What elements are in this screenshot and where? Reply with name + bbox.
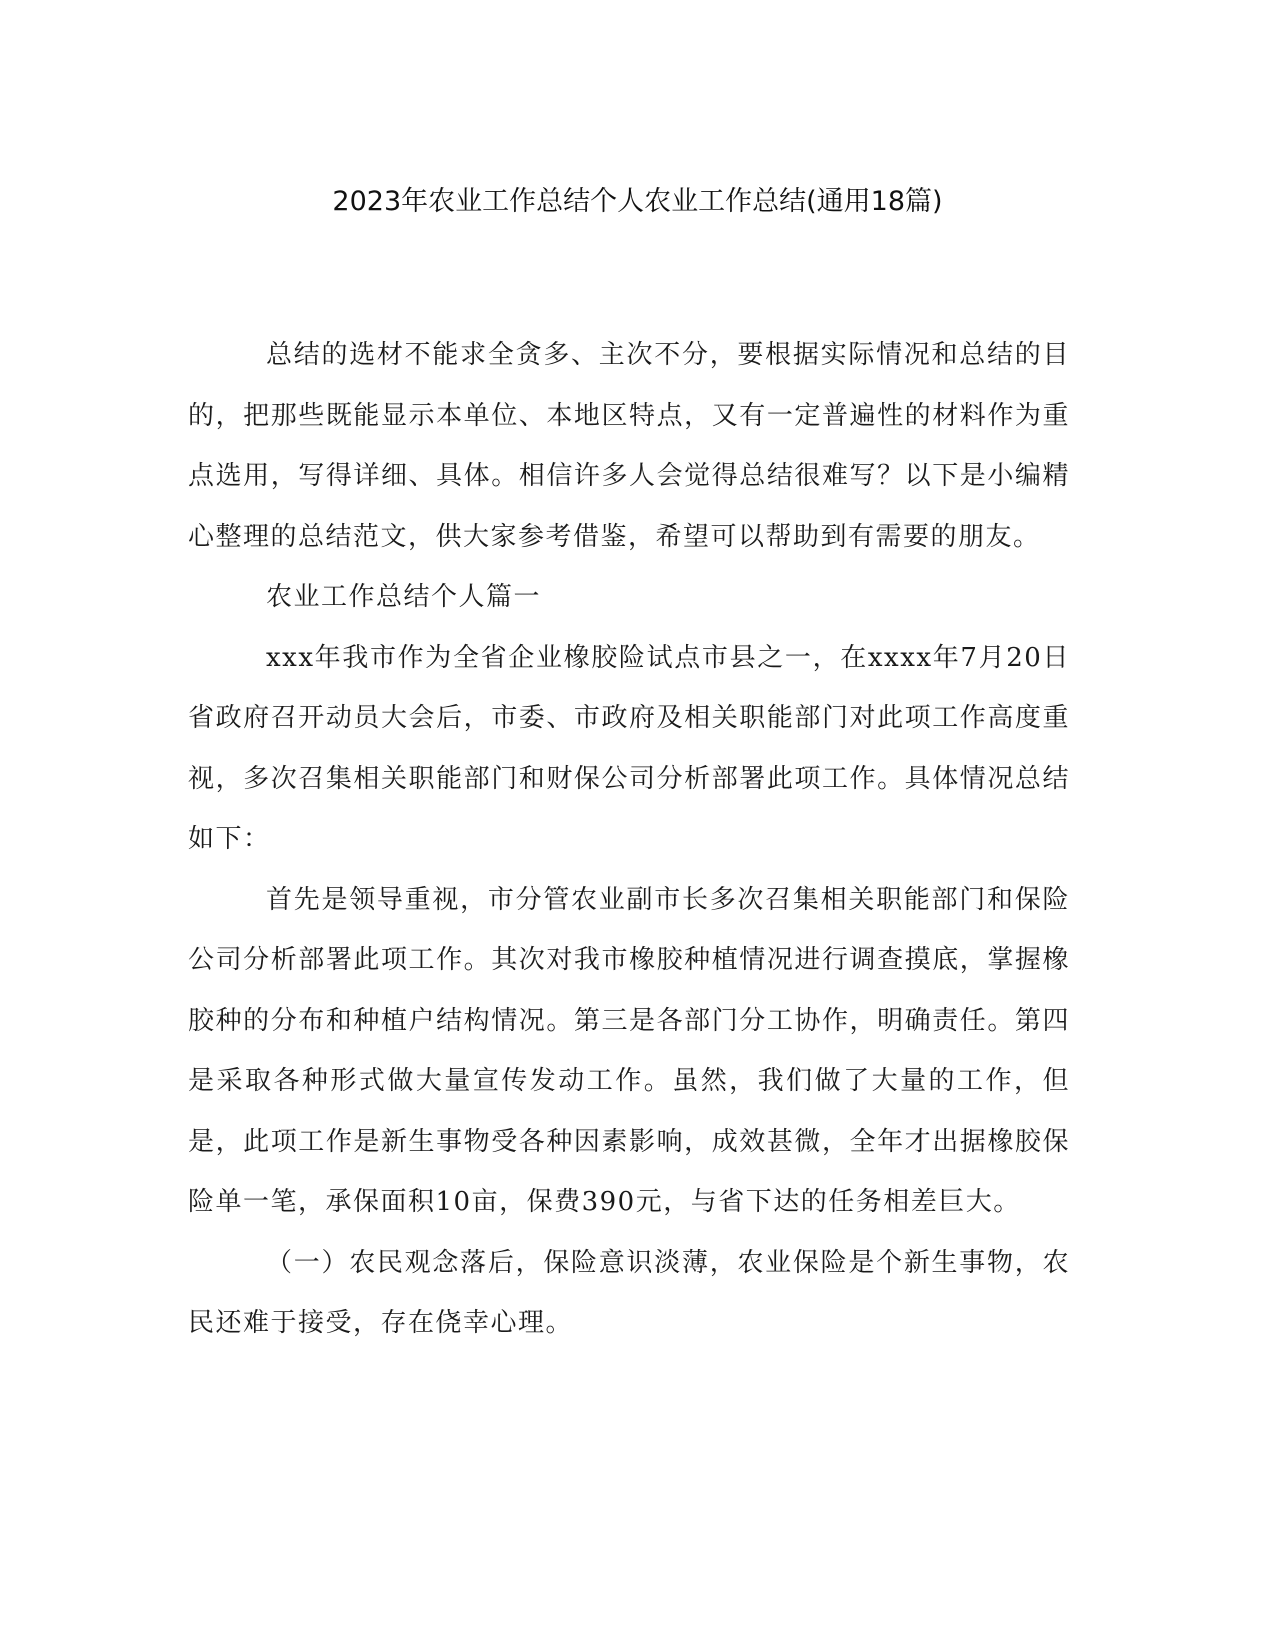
body-paragraph: xxx年我市作为全省企业橡胶险试点市县之一，在xxxx年7月20日省政府召开动员大会后，市委、市政府及相关职能部门对此项工作高度重视，多次召集相关职能部门和财保公司分析部署此项工作。具体情况总结如下： — [188, 642, 1070, 854]
body-paragraph: 首先是领导重视，市分管农业副市长多次召集相关职能部门和保险公司分析部署此项工作。其次对我市橡胶种植情况进行调查摸底，掌握橡胶种的分布和种植户结构情况。第三是各部门分工协作，明确责任。第四是采取各种形式做大量宣传发动工作。虽然，我们做了大量的工作，但是，此项工作是新生事物受各种因素影响，成效甚微，全年才出据橡胶保险单一笔，承保面积10亩，保费390元，与省下达的任务相差巨大。 — [188, 884, 1070, 1217]
document-title: 2023年农业工作总结个人农业工作总结(通用18篇) — [332, 186, 943, 217]
section-heading: 农业工作总结个人篇一 — [266, 582, 542, 612]
document-body — [188, 325, 1070, 1354]
intro-paragraph: 总结的选材不能求全贪多、主次不分，要根据实际情况和总结的目的，把那些既能显示本单位、本地区特点，又有一定普遍性的材料作为重点选用，写得详细、具体。相信许多人会觉得总结很难写？以下是小编精心整理的总结范文，供大家参考借鉴，希望可以帮助到有需要的朋友。 — [188, 340, 1070, 552]
body-paragraph: （一）农民观念落后，保险意识淡薄，农业保险是个新生事物，农民还难于接受，存在侥幸心理。 — [188, 1247, 1070, 1338]
